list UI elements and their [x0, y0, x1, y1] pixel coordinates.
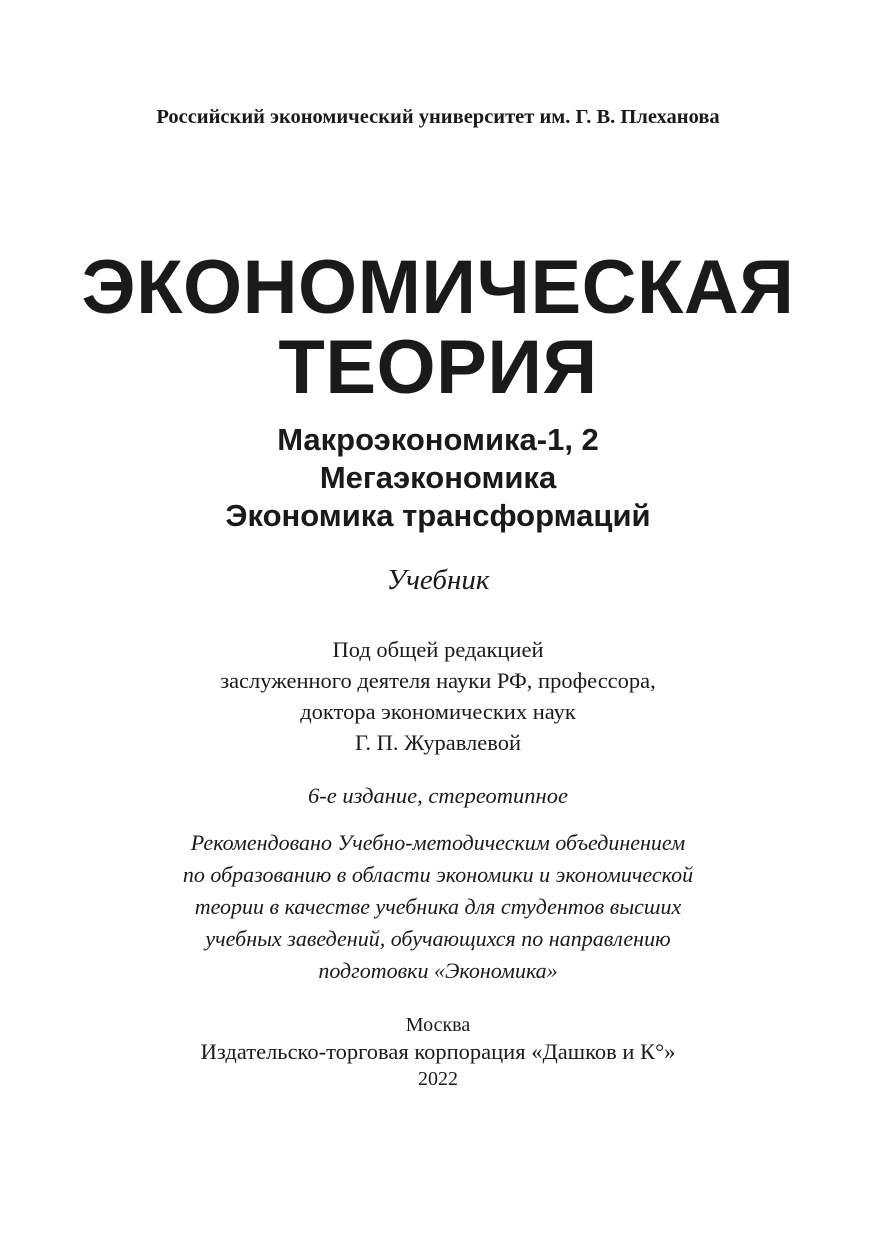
publication-year: 2022 [418, 1068, 458, 1090]
subtitle-line-3: Экономика трансформаций [225, 498, 651, 533]
recommendation-line-5: подготовки «Экономика» [318, 958, 558, 983]
editor-line-3: доктора экономических наук [300, 699, 576, 724]
subtitle-line-2: Мегаэкономика [319, 460, 557, 495]
recommendation-line-3: теории в качестве учебника для студентов высших [194, 894, 682, 919]
editor-name: Г. П. Журавлевой [354, 730, 522, 755]
editor-line-2: заслуженного деятеля науки РФ, профессора, [220, 668, 656, 693]
recommendation-line-1: Рекомендовано Учебно-методическим объединением [190, 830, 686, 855]
editor-line-1: Под общей редакцией [332, 637, 544, 662]
book-title-line-1: ЭКОНОМИЧЕСКАЯ [81, 245, 795, 330]
recommendation-line-4: учебных заведений, обучающихся по направлению [205, 926, 671, 951]
edition-info: 6-е издание, стереотипное [308, 783, 568, 808]
publisher-city: Москва [405, 1014, 471, 1036]
university-name: Российский экономический университет им. Г. В. Плеханова [156, 106, 720, 128]
document-type: Учебник [386, 564, 490, 596]
publisher-name: Издательско-торговая корпорация «Дашков и К°» [200, 1039, 676, 1064]
subtitle-line-1: Макроэкономика-1, 2 [277, 422, 599, 457]
recommendation-line-2: по образованию в области экономики и экономической [182, 862, 694, 887]
book-title-line-2: ТЕОРИЯ [278, 325, 598, 410]
